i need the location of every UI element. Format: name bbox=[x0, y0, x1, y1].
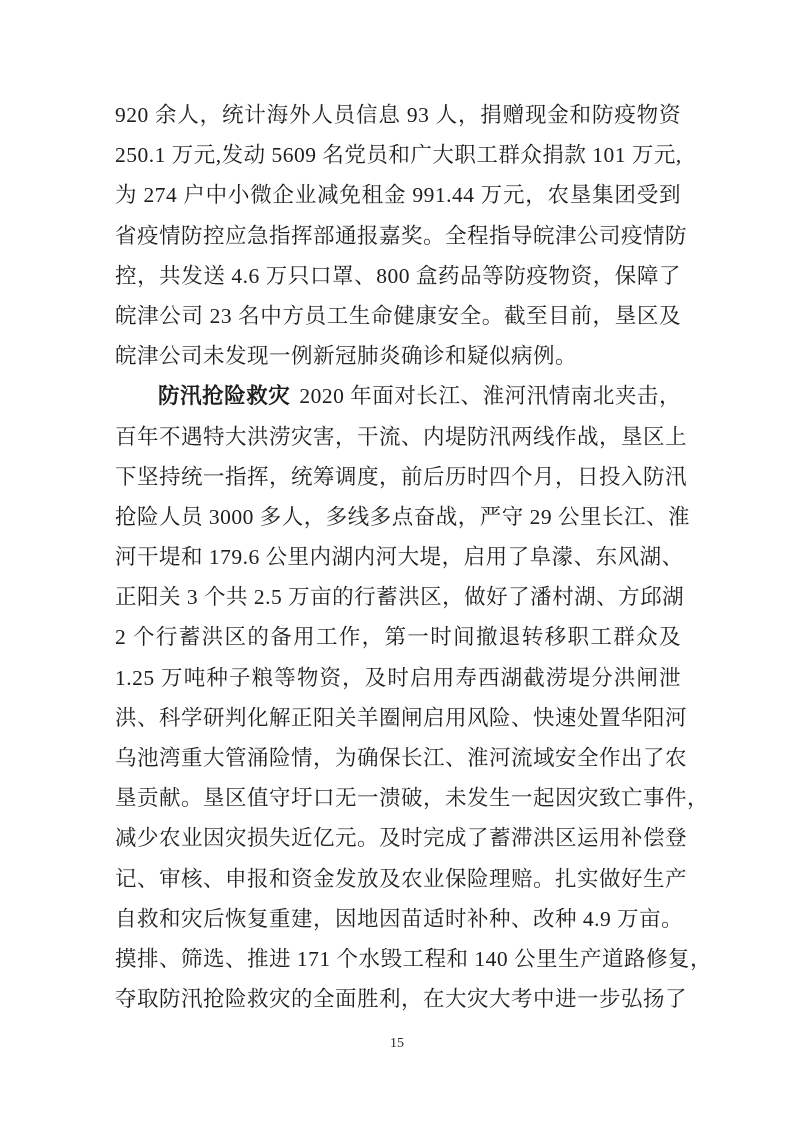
text-line: 乌池湾重大管涌险情，为确保长江、淮河流域安全作出了农 bbox=[115, 746, 688, 770]
text-line: 控，共发送 4.6 万只口罩、800 盒药品等防疫物资，保障了 bbox=[115, 263, 681, 288]
text-line: 抢险人员 3000 多人，多线多点奋战，严守 29 公里长江、淮 bbox=[115, 504, 691, 529]
text-line: 摸排、筛选、推进 171 个水毁工程和 140 公里生产道路修复， bbox=[115, 946, 713, 971]
text-line: 垦贡献。垦区值守圩口无一溃破，未发生一起因灾致亡事件， bbox=[115, 786, 710, 811]
text-line: 为 274 户中小微企业减免租金 991.44 万元，农垦集团受到 bbox=[115, 183, 681, 208]
text-line: 洪、科学研判化解正阳关羊圈闸启用风险、快速处置华阳河 bbox=[115, 705, 688, 730]
paragraph-epidemic-relief bbox=[115, 95, 688, 376]
text-line: 250.1 万元,发动 5609 名党员和广大职工群众捐款 101 万元, bbox=[115, 143, 682, 168]
text-line: 省疫情防控应急指挥部通报嘉奖。全程指导皖津公司疫情防 bbox=[115, 223, 688, 248]
inline-heading-flood-rescue: 防汛抢险救灾 bbox=[158, 384, 291, 409]
text-line bbox=[115, 376, 681, 416]
page-number: 15 bbox=[390, 1036, 404, 1051]
text-line: 皖津公司未发现一例新冠肺炎确诊和疑似病例。 bbox=[115, 344, 578, 369]
text-line: 2 个行蓄洪区的备用工作，第一时间撤退转移职工群众及 bbox=[115, 625, 681, 650]
text-line: 百年不遇特大洪涝灾害，干流、内堤防汛两线作战，垦区上 bbox=[115, 424, 688, 449]
text-line: 河干堤和 179.6 公里内湖内河大堤，启用了阜濛、东风湖、 bbox=[115, 545, 684, 570]
text-line: 记、审核、申报和资金发放及农业保险理赔。扎实做好生产 bbox=[115, 866, 688, 891]
text-line: 下坚持统一指挥，统筹调度，前后历时四个月，日投入防汛 bbox=[115, 464, 688, 489]
paragraph-flood-rescue bbox=[115, 376, 713, 1019]
page-body bbox=[115, 95, 713, 1019]
text-line: 夺取防汛抢险救灾的全面胜利，在大灾大考中进一步弘扬了 bbox=[115, 987, 688, 1012]
text-run: 2020 年面对长江、淮河汛情南北夹击， bbox=[299, 384, 681, 409]
text-line: 920 余人，统计海外人员信息 93 人，捐赠现金和防疫物资 bbox=[115, 103, 681, 127]
text-line: 自救和灾后恢复重建，因地因苗适时补种、改种 4.9 万亩。 bbox=[115, 906, 684, 931]
text-line: 1.25 万吨种子粮等物资，及时启用寿西湖截涝堤分洪闸泄 bbox=[115, 665, 681, 690]
text-line: 正阳关 3 个共 2.5 万亩的行蓄洪区，做好了潘村湖、方邱湖 bbox=[115, 585, 685, 610]
text-line: 减少农业因灾损失近亿元。及时完成了蓄滞洪区运用补偿登 bbox=[115, 826, 688, 851]
text-line: 皖津公司 23 名中方员工生命健康安全。截至目前，垦区及 bbox=[115, 303, 681, 328]
